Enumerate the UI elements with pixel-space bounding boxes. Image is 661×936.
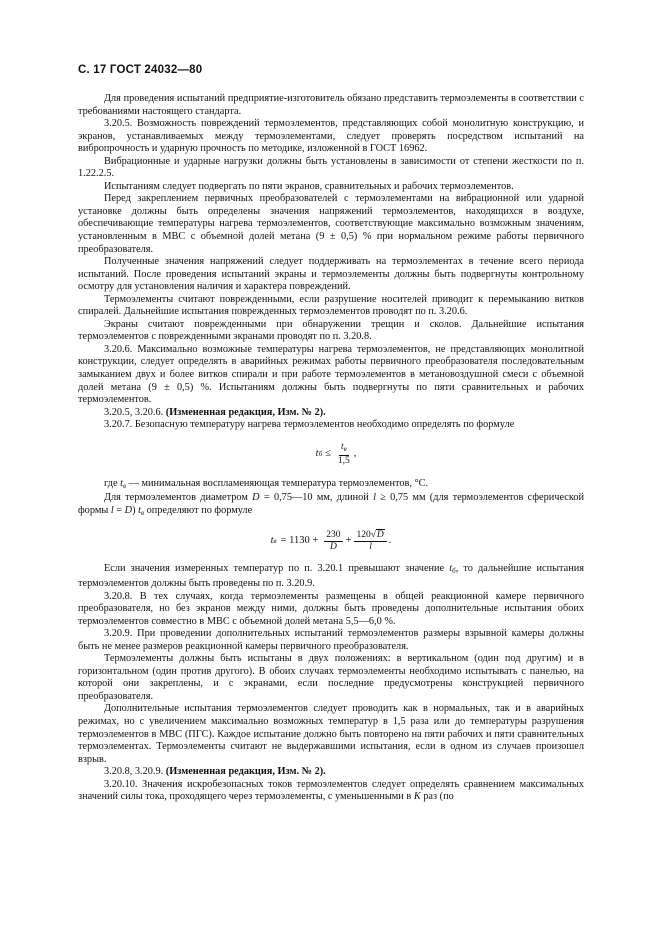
- paragraph: 3.20.7. Безопасную температуру нагрева термоэлементов необходимо определять по формуле: [104, 419, 515, 431]
- fraction: $\frac{t_в}{1,5}$: [337, 442, 350, 467]
- paragraph: Полученные значения напряжений следует поддерживать на термоэлементах в течение всего периода испытаний. После проведения испытаний экраны и термоэлементы должны быть подвергнуты контрольному осмотру для установления наличия и характера повреждений.: [78, 256, 584, 293]
- page-header: С. 17 ГОСТ 24032—80: [78, 64, 203, 76]
- paragraph: Термоэлементы считают поврежденными, если разрушение носителей приводит к перемыканию витков спиралей. Дальнейшие испытания поврежденных термоэлементов проводят по п. 3.20.6.: [78, 293, 584, 318]
- paragraph: 3.20.10. Значения искробезопасных токов термоэлементов следует определять сравнением максимальных значений силы тока, проходящего через термоэлементы, с уменьшенными в K раз (по: [78, 778, 584, 803]
- paragraph: Испытаниям следует подвергать по пяти экранов, сравнительных и рабочих термоэлементов.: [104, 180, 514, 192]
- formula-ignition-temperature: t в = 1130 + $\frac{230}{D}$ + $\frac{120√D}{l}$ .: [270, 529, 392, 552]
- paragraph: Для термоэлементов диаметром D = 0,75—10 мм, длиной l ≥ 0,75 мм (для термоэлементов сферической формы l = D) $t_в$ определяют по формуле: [78, 492, 584, 517]
- paragraph: Для проведения испытаний предприятие-изготовитель обязано представить термоэлементы в соответствии с требованиями настоящего стандарта.: [78, 93, 584, 117]
- fraction: $\frac{230}{D}$: [326, 529, 341, 552]
- paragraph: Термоэлементы должны быть испытаны в двух положениях: в вертикальном (один под другим) и в горизонтальном (один против другого). В обоих случаях термоэлементы необходимо испытывать с панелью, на которой они закреплены, и с экранами, если последние предусмотрены конструкцией первичного преобразователя.: [78, 653, 584, 702]
- fraction: $\frac{120√D}{l}$: [354, 530, 386, 553]
- paragraph: 3.20.8. В тех случаях, когда термоэлементы размещены в общей реакционной камере первичного преобразователя, но без экранов между ними, должны быть проведены дополнительные испытания обоих термоэлементов совместно в МВС с объемной долей метана 5,5—6,0 %.: [78, 590, 584, 627]
- paragraph: Экраны считают поврежденными при обнаружении трещин и сколов. Дальнейшие испытания термоэлементов с поврежденными экранами проводят по п. 3.20.8.: [78, 318, 584, 343]
- paragraph: 3.20.5. Возможность повреждений термоэлементов, представляющих собой монолитную конструкцию, и экранов, устанавливаемых между термоэлементами, следует проверять посредством испытаний на вибропрочность и ударную прочность по методике, изложенной в ГОСТ 16962.: [78, 118, 584, 155]
- paragraph: Перед закреплением первичных преобразователей с термоэлементами на вибрационной или ударной установке должны быть определены значения напряжений термоэлементов, находящихся в воздухе, обеспечивающие температуры нагрева термоэлементов, соответствующие максимально возможным значениям, установленным в МВС с объемной долей метана (9 ± 0,5) % при нормальном режиме работы первичного преобразователя.: [78, 193, 584, 255]
- document-body: [78, 93, 584, 804]
- paragraph: 3.20.9. При проведении дополнительных испытаний термоэлементов размеры взрывной камеры должны быть не менее размеров реакционной камеры первичного преобразователя.: [78, 628, 584, 652]
- paragraph: 3.20.6. Максимально возможные температуры нагрева термоэлементов, не представляющих монолитной конструкции, следует определять в аварийных режимах работы первичного преобразователя последовательным замыканием двух и более витков спирали и при работе термоэлементов в метановоздушной смеси с объемной долей метана (9 ± 0,5) %. Испытаниям должны быть подвергнуты по пяти сравнительных и рабочих термоэлементов.: [78, 343, 584, 406]
- amendment-note: 3.20.8, 3.20.9. (Измененная редакция, Изм. № 2).: [104, 766, 326, 778]
- paragraph: Дополнительные испытания термоэлементов следует проводить как в нормальных, так и в аварийных режимах, но с увеличением максимально возможных температур в 1,5 раза или до температуры разрушения термоэлементов в МВС (ПГС). Каждое испытание должно быть повторено на пяти рабочих и пяти сравнительных термоэлементах. Термоэлементы считают не выдержавшими испытания, если в одном из случаев произошел взрыв.: [78, 703, 584, 765]
- amendment-note: 3.20.5, 3.20.6. (Измененная редакция, Изм. № 2).: [104, 406, 326, 418]
- paragraph: Вибрационные и ударные нагрузки должны быть установлены в зависимости от степени жесткости по п. 1.22.2.5.: [78, 155, 584, 180]
- paragraph: Если значения измеренных температур по п. 3.20.1 превышают значение $t_б$, то дальнейшие испытания термоэлементов должны быть проведены по п. 3.20.9.: [78, 563, 585, 589]
- definition: где $t_в$ — минимальная воспламеняющая температура термоэлементов, °С.: [104, 477, 429, 490]
- formula-safe-temperature: t б ≤ $\frac{t_в}{1,5}$ ,: [315, 442, 357, 467]
